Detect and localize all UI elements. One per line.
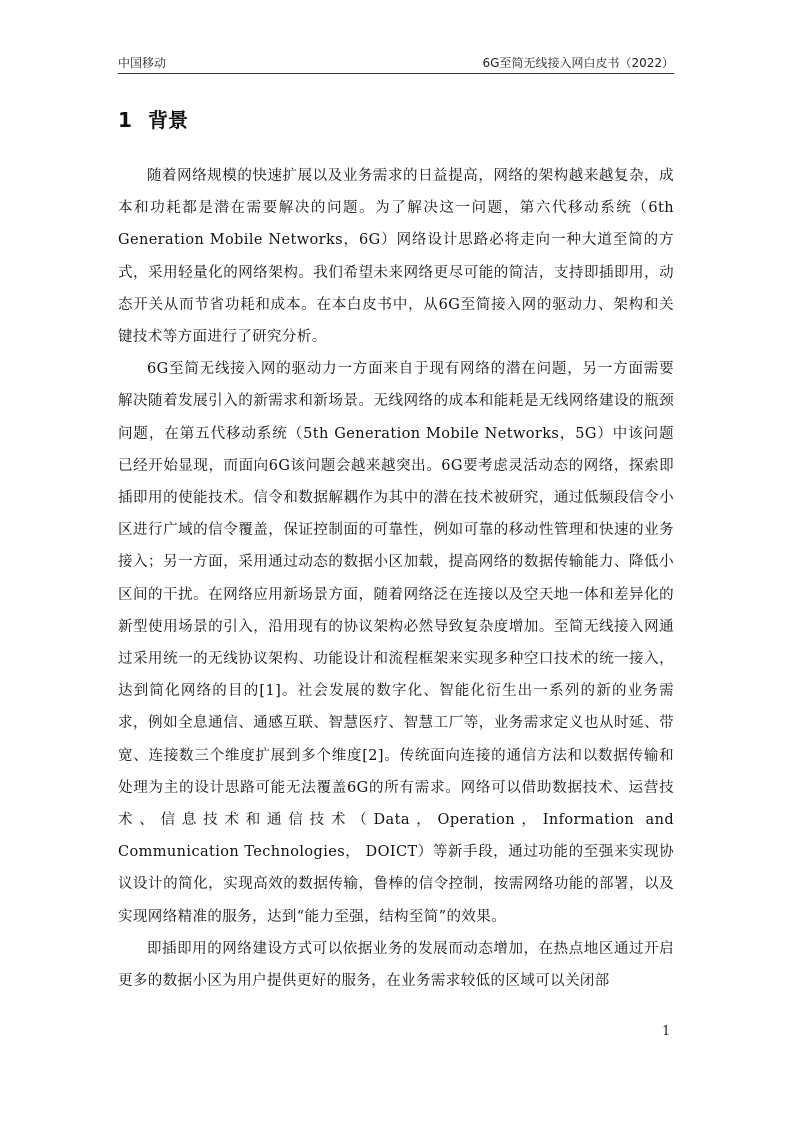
- header-divider: [118, 73, 674, 74]
- section-title: 背景: [148, 108, 188, 132]
- body-text: [118, 160, 674, 997]
- paragraph: 即插即用的网络建设方式可以依据业务的发展而动态增加，在热点地区通过开启更多的数据小区为用户提供更好的服务，在业务需求较低的区域可以关闭部: [118, 940, 674, 990]
- section-number: 1: [118, 108, 132, 132]
- header-org: 中国移动: [118, 56, 167, 70]
- paragraph: 随着网络规模的快速扩展以及业务需求的日益提高，网络的架构越来越复杂，成本和功耗都是潜在需要解决的问题。为了解决这一问题，第六代移动系统（6th Generation Mobile Networks，6G）网络设计思路必将走向一种大道至简的方式，采用轻量化的网络架构。我们希望未来网络更尽可能的简洁，支持即插即用，动态开关从而节省功耗和成本。在本白皮书中，从6G至简接入网的驱动力、架构和关键技术等方面进行了研究分析。: [118, 168, 674, 346]
- section-heading: [118, 104, 188, 133]
- page-header: [118, 54, 674, 72]
- paragraph: 6G至简无线接入网的驱动力一方面来自于现有网络的潜在问题，另一方面需要解决随着发展引入的新需求和新场景。无线网络的成本和能耗是无线网络建设的瓶颈问题，在第五代移动系统（5th Generation Mobile Networks，5G）中该问题已经开始显现，而面向6G该问题会越来越突出。6G要考虑灵活动态的网络，探索即插即用的使能技术。信令和数据解耦作为其中的潜在技术被研究，通过低频段信令小区进行广域的信令覆盖，保证控制面的可靠性，例如可靠的移动性管理和快速的业务接入；另一方面，采用通过动态的数据小区加载，提高网络的数据传输能力、降低小区间的干扰。在网络应用新场景方面，随着网络泛在连接以及空天地一体和差异化的新型使用场景的引入，沿用现有的协议架构必然导致复杂度增加。至简无线接入网通过采用统一的无线协议架构、功能设计和流程框架来实现多种空口技术的统一接入，达到简化网络的目的[1]。社会发展的数字化、智能化衍生出一系列的新的业务需求，例如全息通信、通感互联、智慧医疗、智慧工厂等，业务需求定义也从时延、带宽、连接数三个维度扩展到多个维度[2]。传统面向连接的通信方法和以数据传输和处理为主的设计思路可能无法覆盖6G的所有需求。网络可以借助数据技术、运营技术、信息技术和通信技术（Data，Operation，Information and Communication Technologies， DOICT）等新手段，通过功能的至强来实现协议设计的简化，实现高效的数据传输，鲁棒的信令控制，按需网络功能的部署，以及实现网络精准的服务，达到“能力至强，结构至简”的效果。: [118, 361, 674, 925]
- page-number: 1: [662, 1024, 671, 1039]
- header-doc-title: 6G至简无线接入网白皮书（2022）: [482, 56, 674, 70]
